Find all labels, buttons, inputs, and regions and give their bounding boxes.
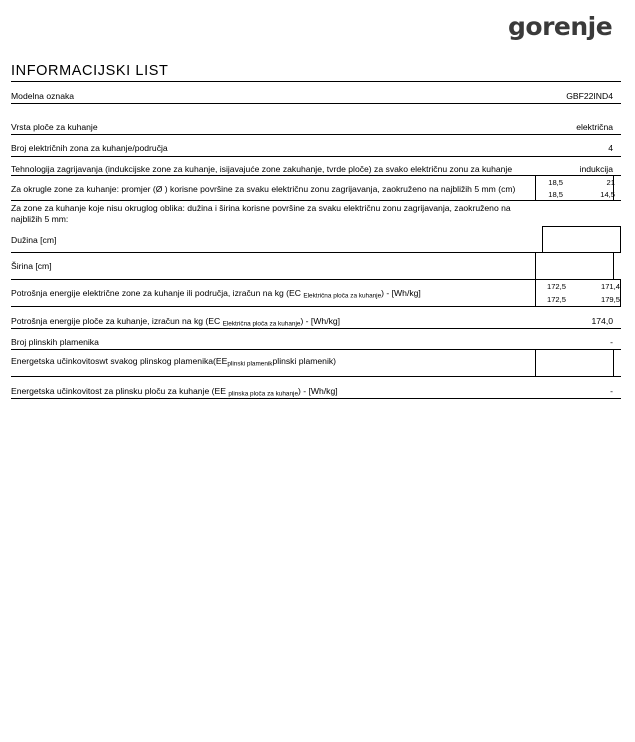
gas-hob-eff-value: - bbox=[610, 386, 613, 396]
hob-energy-value: 174,0 bbox=[591, 316, 613, 326]
brand-logo: gorenje bbox=[508, 12, 613, 41]
row-divider bbox=[11, 134, 621, 135]
gas-hob-eff-label: Energetska učinkovitost za plinsku ploču za kuhanje (EE $_{plinska ploča za kuhanje}$) - [Wh/kg] bbox=[11, 386, 338, 398]
round-zone-value: 21 bbox=[606, 178, 615, 187]
row-divider bbox=[11, 306, 621, 307]
row-divider bbox=[11, 328, 621, 329]
width-label: Širina [cm] bbox=[11, 261, 52, 271]
zone-energy-value: 172,5 bbox=[546, 295, 566, 304]
model-label: Modelna oznaka bbox=[11, 91, 75, 101]
gas-burners-value: - bbox=[610, 337, 613, 347]
zones-count-value: 4 bbox=[608, 143, 613, 153]
row-divider bbox=[11, 200, 621, 201]
hob-type-value: električna bbox=[576, 122, 613, 132]
gas-burner-eff-label: Energetska učinkovitoswt svakog plinskog $plamenika(EE_{plinski plamenik}plinski$ plamenik) bbox=[11, 356, 337, 368]
value-box-left bbox=[535, 175, 536, 200]
row-divider bbox=[11, 252, 621, 253]
value-box-right bbox=[620, 279, 621, 306]
row-divider bbox=[11, 376, 621, 377]
zone-energy-label: Potrošnja energije električne zone za kuhanje ili područja, izračun na kg (EC $_{Električna ploča za kuhanje}$) - [Wh/kg] bbox=[11, 288, 421, 300]
hob-type-label: Vrsta ploče za kuhanje bbox=[11, 122, 98, 132]
round-zone-value: 18,5 bbox=[548, 190, 563, 199]
row-divider bbox=[11, 398, 621, 399]
hob-energy-label: Potrošnja energije ploče za kuhanje, izračun na kg (EC $_{Električna ploča za kuhanje}$) - [Wh/kg] bbox=[11, 316, 341, 328]
title-underline bbox=[11, 81, 621, 82]
value-box-left bbox=[535, 279, 536, 306]
zone-energy-value: 171,4 bbox=[600, 282, 620, 291]
row-divider bbox=[11, 156, 621, 157]
page-title: INFORMACIJSKI LIST bbox=[11, 63, 169, 79]
non-round-label: Za zone za kuhanje koje nisu okruglog oblika: dužina i širina korisne površine za svaku električnu zonu zagrijavanja, zaokruženo na najbližih 5 mm: bbox=[11, 203, 511, 224]
row-divider bbox=[11, 349, 621, 350]
model-value: GBF22IND4 bbox=[566, 91, 613, 101]
row-divider bbox=[11, 279, 621, 280]
row-divider bbox=[11, 175, 621, 176]
zones-count-label: Broj električnih zona za kuhanje/područja bbox=[11, 143, 168, 153]
zone-energy-value: 172,5 bbox=[546, 282, 566, 291]
zone-energy-value: 179,5 bbox=[600, 295, 620, 304]
gas-burners-label: Broj plinskih plamenika bbox=[11, 337, 99, 347]
value-box-right bbox=[613, 349, 614, 376]
technology-value: indukcija bbox=[579, 164, 613, 174]
width-value-box bbox=[535, 252, 614, 280]
value-box-left bbox=[535, 349, 536, 376]
round-zones-label: Za okrugle zone za kuhanje: promjer (Ø ) korisne površine za svaku električnu zonu zagrijavanja, zaokruženo na najbližih 5 mm (cm) bbox=[11, 184, 516, 194]
length-label: Dužina [cm] bbox=[11, 235, 57, 245]
round-zone-value: 14,5 bbox=[600, 190, 615, 199]
length-value-box bbox=[542, 226, 621, 253]
technology-label: Tehnologija zagrijavanja (indukcijske zone za kuhanje, isijavajuće zone zakuhanje, tvrde ploče) za svako električnu zonu za kuhanje bbox=[11, 164, 513, 174]
row-divider bbox=[11, 103, 621, 104]
round-zone-value: 18,5 bbox=[548, 178, 563, 187]
